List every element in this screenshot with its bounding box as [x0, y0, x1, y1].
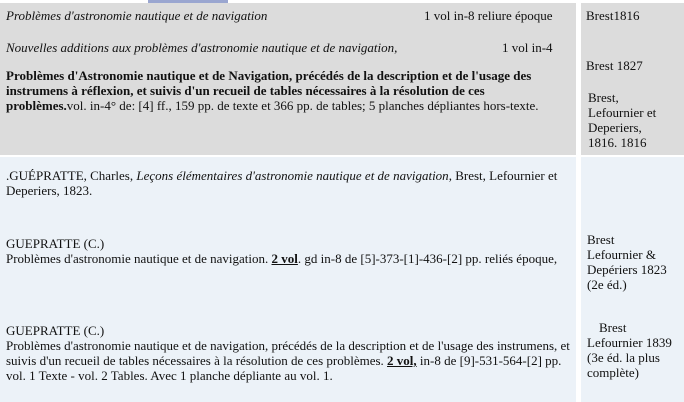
row4-details: , Brest, Lefournier et Deperiers, 1823.: [6, 168, 558, 198]
row6-publisher-line1: Brest: [599, 320, 627, 335]
row3-description: [6, 68, 566, 113]
row3-details: vol. in-4° de: [4] ff., 159 pp. de texte et 366 pp. de tables; 5 planches dépliantes hors-texte.: [66, 98, 539, 113]
row5-publisher-line4: (2e éd.): [587, 277, 627, 292]
row1-format: 1 vol in-8 reliure époque: [424, 8, 553, 23]
row5-entry: [6, 251, 571, 266]
row4-entry: [6, 168, 566, 198]
row5-publisher: [587, 232, 667, 292]
row3-publisher-line4: 1816. 1816: [588, 135, 647, 150]
row5-publisher-line2: Lefournier &: [587, 247, 656, 262]
row3-publisher: [588, 90, 656, 150]
row6-publisher-line3: (3e éd. la plus: [587, 350, 660, 365]
row3-publisher-line3: Deperiers,: [588, 120, 642, 135]
row5-publisher-line1: Brest: [587, 232, 615, 247]
row2-title: Nouvelles additions aux problèmes d'astronomie nautique et de navigation,: [6, 40, 398, 55]
row3-bold-title: Problèmes d'Astronomie nautique et de Navigation, précédés de la description et de l'usage des instrumens à réflexion, et suivis d'un recueil de tables nécessaires à la résolution de ces problèmes.: [6, 68, 532, 113]
row6-publisher: [587, 320, 672, 380]
row3-place-top: Brest 1827: [586, 58, 643, 73]
row1-title: Problèmes d'astronomie nautique et de navigation: [6, 8, 268, 23]
row6-volumes: 2 vol,: [387, 353, 417, 368]
row2-format: 1 vol in-4: [502, 40, 553, 55]
row6-publisher-line4: complète): [587, 365, 639, 380]
row6-details: in-8 de [9]-531-564-[2] pp. vol. 1 Texte - vol. 2 Tables. Avec 1 planche dépliante au vol. 1.: [6, 353, 562, 383]
row1-place-date: Brest1816: [586, 8, 640, 23]
row5-author: GUEPRATTE (C.): [6, 236, 105, 251]
row6-entry: [6, 338, 572, 383]
row6-author: GUEPRATTE (C.): [6, 323, 105, 338]
row5-title: Problèmes d'astronomie nautique et de navigation.: [6, 251, 269, 266]
row3-publisher-line2: Lefournier et: [588, 105, 657, 120]
row3-publisher-line1: Brest,: [588, 90, 619, 105]
row5-publisher-line3: Depériers 1823: [587, 262, 667, 277]
row4-author: .GUÉPRATTE, Charles,: [6, 168, 134, 183]
row5-details: . gd in-8 de [5]-373-[1]-436-[2] pp. reliés époque,: [297, 251, 558, 266]
row6-publisher-line2: Lefournier 1839: [587, 335, 672, 350]
row4-title: Leçons élémentaires d'astronomie nautique et de navigation: [136, 168, 449, 183]
row5-volumes: 2 vol: [271, 251, 298, 266]
row6-title: Problèmes d'astronomie nautique et de navigation, précédés de la description et de l'usage des instrumens, et suivis d'un recueil de tables nécessaires à la résolution de ces problèmes.: [6, 338, 570, 368]
